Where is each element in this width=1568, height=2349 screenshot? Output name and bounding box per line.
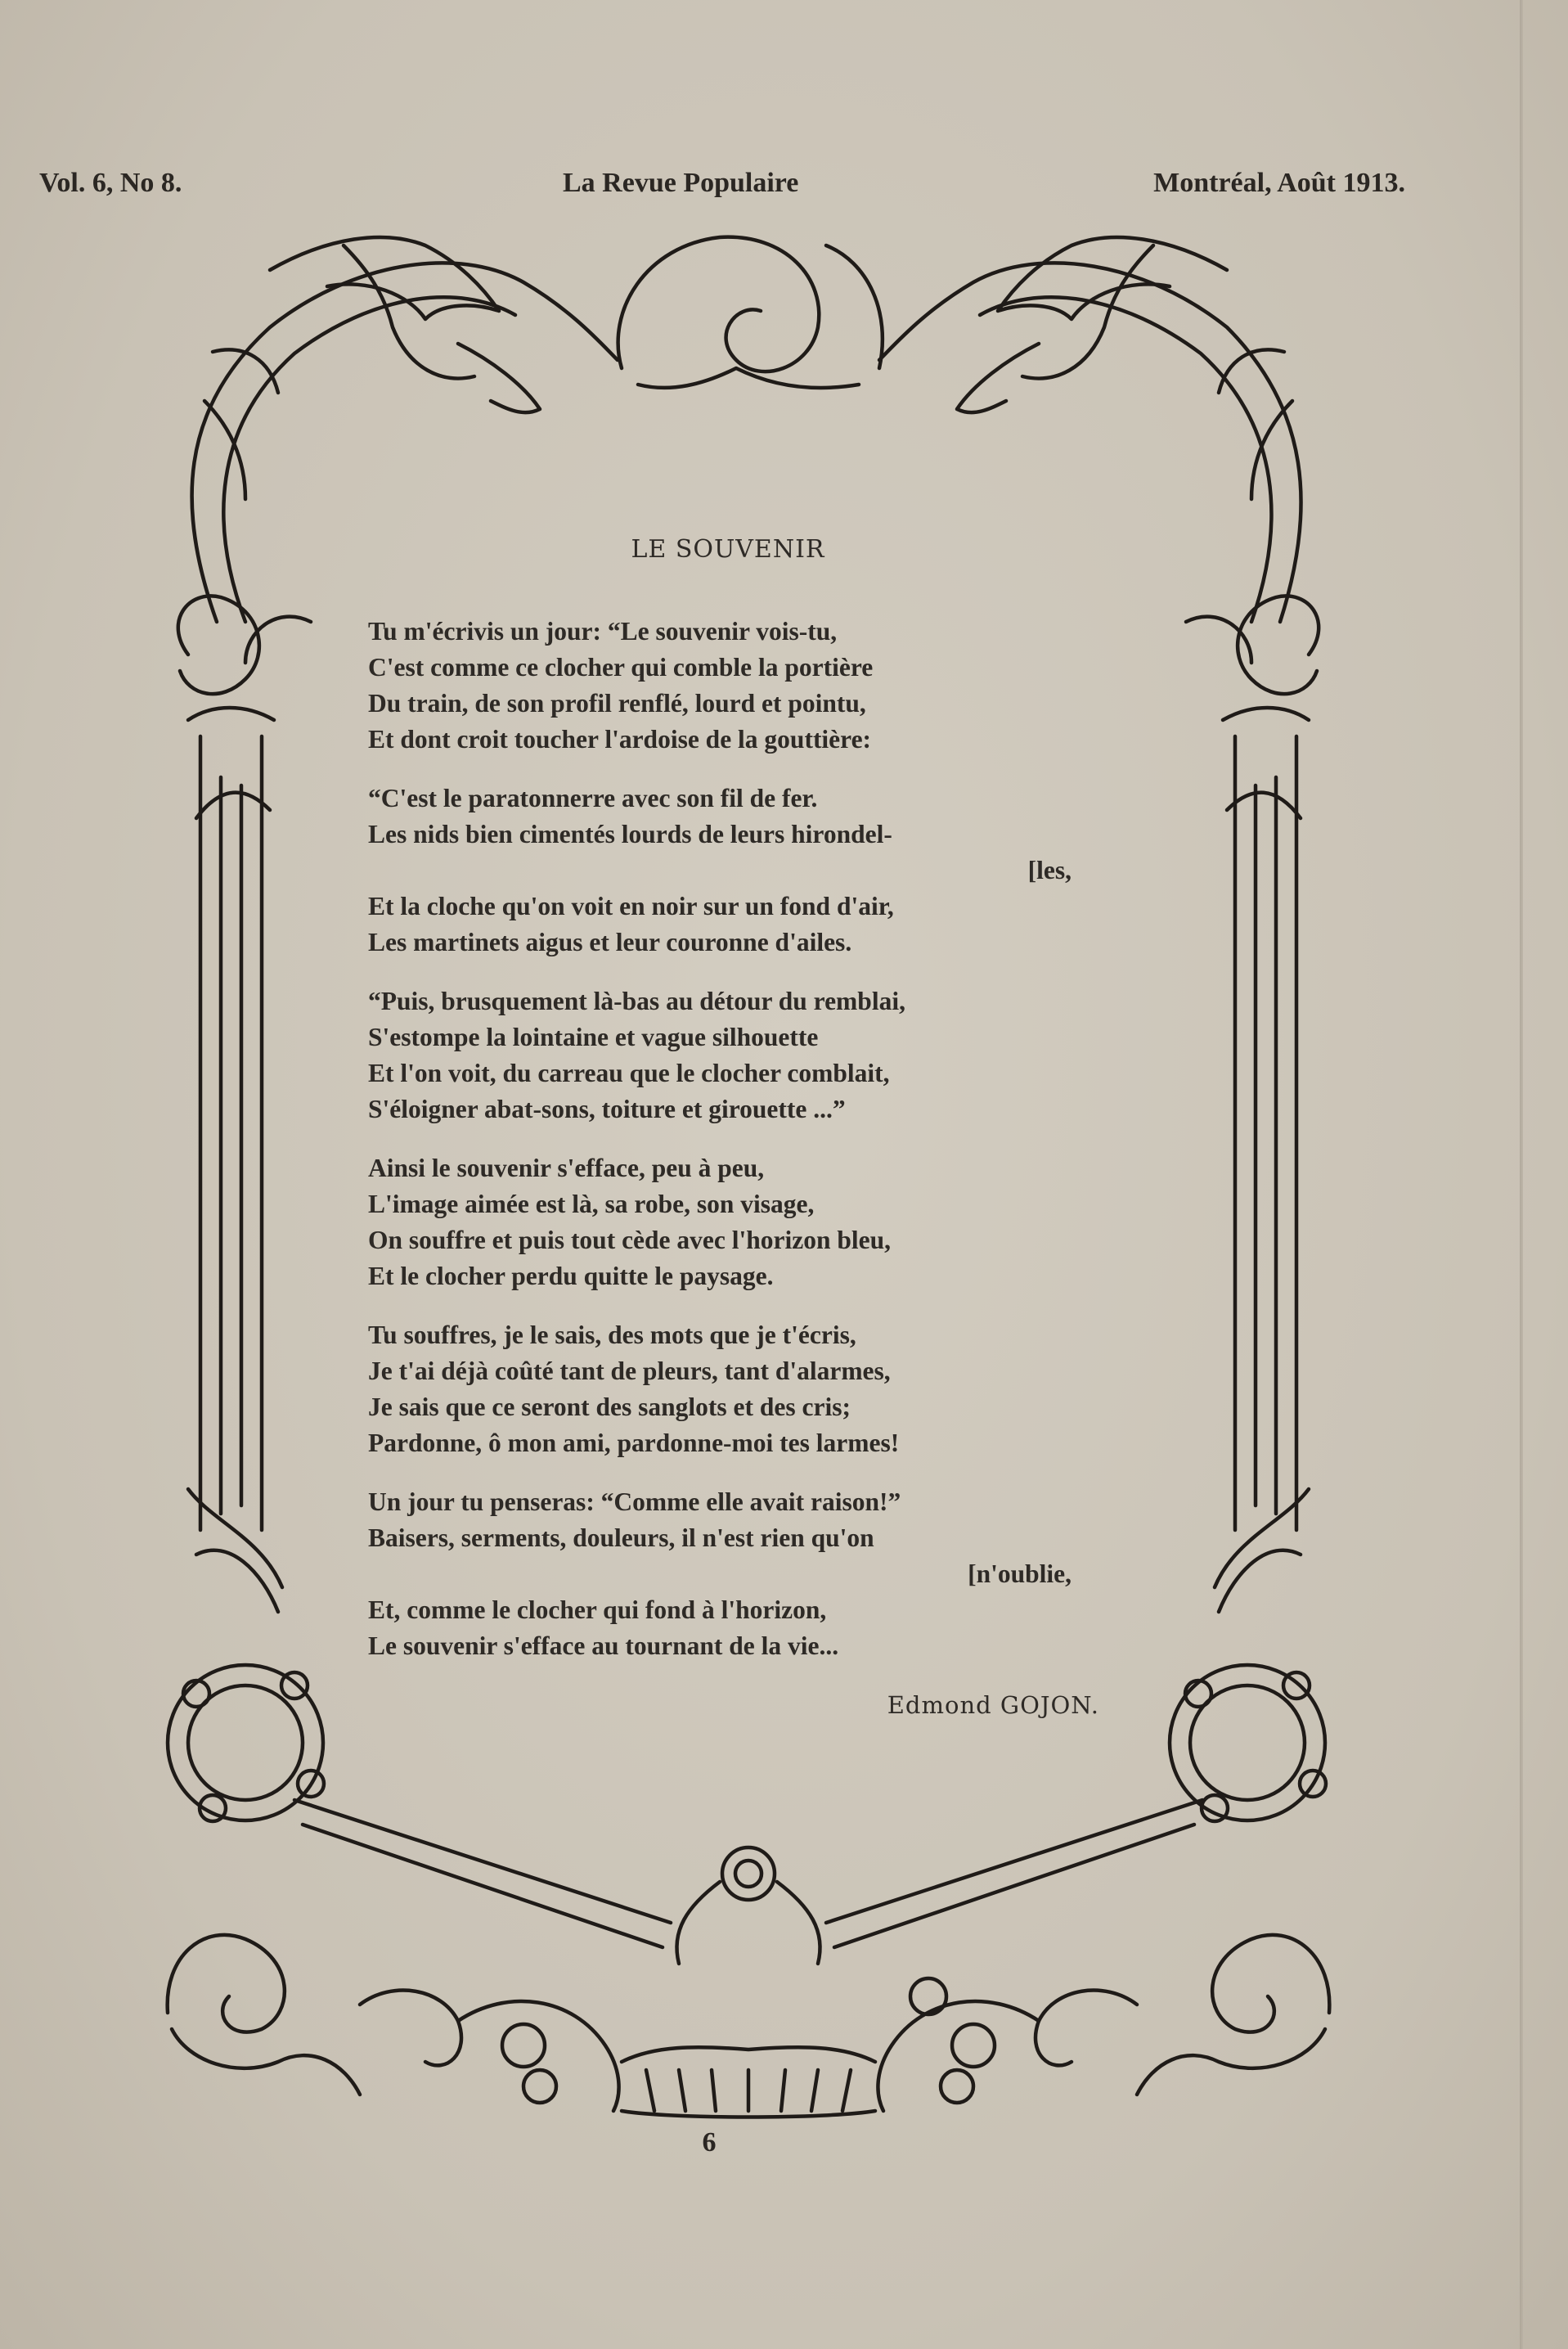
poem-line: Et, comme le clocher qui fond à l'horizon, xyxy=(368,1595,827,1624)
poem-line: C'est comme ce clocher qui comble la portière xyxy=(368,653,874,682)
stanza xyxy=(368,781,1072,961)
poem-stanzas xyxy=(368,614,1072,1687)
poem-line: S'estompe la lointaine et vague silhouette xyxy=(368,1023,819,1051)
author-signature: Edmond GOJON. xyxy=(887,1691,1099,1719)
stanza xyxy=(368,614,1072,758)
poem-line: Baisers, serments, douleurs, il n'est rien qu'on xyxy=(368,1523,874,1552)
poem-line: Je t'ai déjà coûté tant de pleurs, tant d'alarmes, xyxy=(368,1357,891,1385)
poem-line: On souffre et puis tout cède avec l'horizon bleu, xyxy=(368,1226,892,1254)
poem-line: Le souvenir s'efface au tournant de la vie... xyxy=(368,1631,839,1660)
poem-line: Et la cloche qu'on voit en noir sur un fond d'air, xyxy=(368,892,894,920)
poem-title: LE SOUVENIR xyxy=(631,535,825,564)
poem-line: “Puis, brusquement là-bas au détour du remblai, xyxy=(368,987,905,1015)
poem-line: “C'est le paratonnerre avec son fil de fer. xyxy=(368,784,818,812)
poem-line: Les martinets aigus et leur couronne d'ailes. xyxy=(368,928,852,956)
poem-line: Et l'on voit, du carreau que le clocher comblait, xyxy=(368,1059,890,1087)
poem-line: Pardonne, ô mon ami, pardonne-moi tes larmes! xyxy=(368,1429,900,1457)
poem-line-continuation: [les, xyxy=(1027,856,1072,884)
poem-line: Du train, de son profil renflé, lourd et pointu, xyxy=(368,689,866,718)
stanza xyxy=(368,1317,1072,1461)
poem-line: Un jour tu penseras: “Comme elle avait raison!” xyxy=(368,1487,901,1516)
poem-line-continuation: [n'oublie, xyxy=(968,1559,1072,1588)
stanza xyxy=(368,1484,1072,1664)
poem-line: S'éloigner abat-sons, toiture et girouette ...” xyxy=(368,1095,846,1123)
page-number: 6 xyxy=(702,2127,717,2158)
place-date: Montréal, Août 1913. xyxy=(1153,168,1405,198)
poem-line: Tu m'écrivis un jour: “Le souvenir vois-tu, xyxy=(368,617,838,646)
poem-line: Et le clocher perdu quitte le paysage. xyxy=(368,1262,774,1290)
poem-line: L'image aimée est là, sa robe, son visage, xyxy=(368,1190,815,1218)
volume-number: Vol. 6, No 8. xyxy=(39,168,182,198)
publication-title: La Revue Populaire xyxy=(563,168,799,198)
stanza xyxy=(368,1150,1072,1294)
poem-line: Et dont croit toucher l'ardoise de la gouttière: xyxy=(368,725,872,754)
stanza xyxy=(368,983,1072,1127)
poem-line: Les nids bien cimentés lourds de leurs hirondel- xyxy=(368,820,892,848)
poem-line: Tu souffres, je le sais, des mots que je t'écris, xyxy=(368,1321,856,1349)
poem-line: Ainsi le souvenir s'efface, peu à peu, xyxy=(368,1154,765,1182)
poem-line: Je sais que ce seront des sanglots et des cris; xyxy=(368,1393,851,1421)
